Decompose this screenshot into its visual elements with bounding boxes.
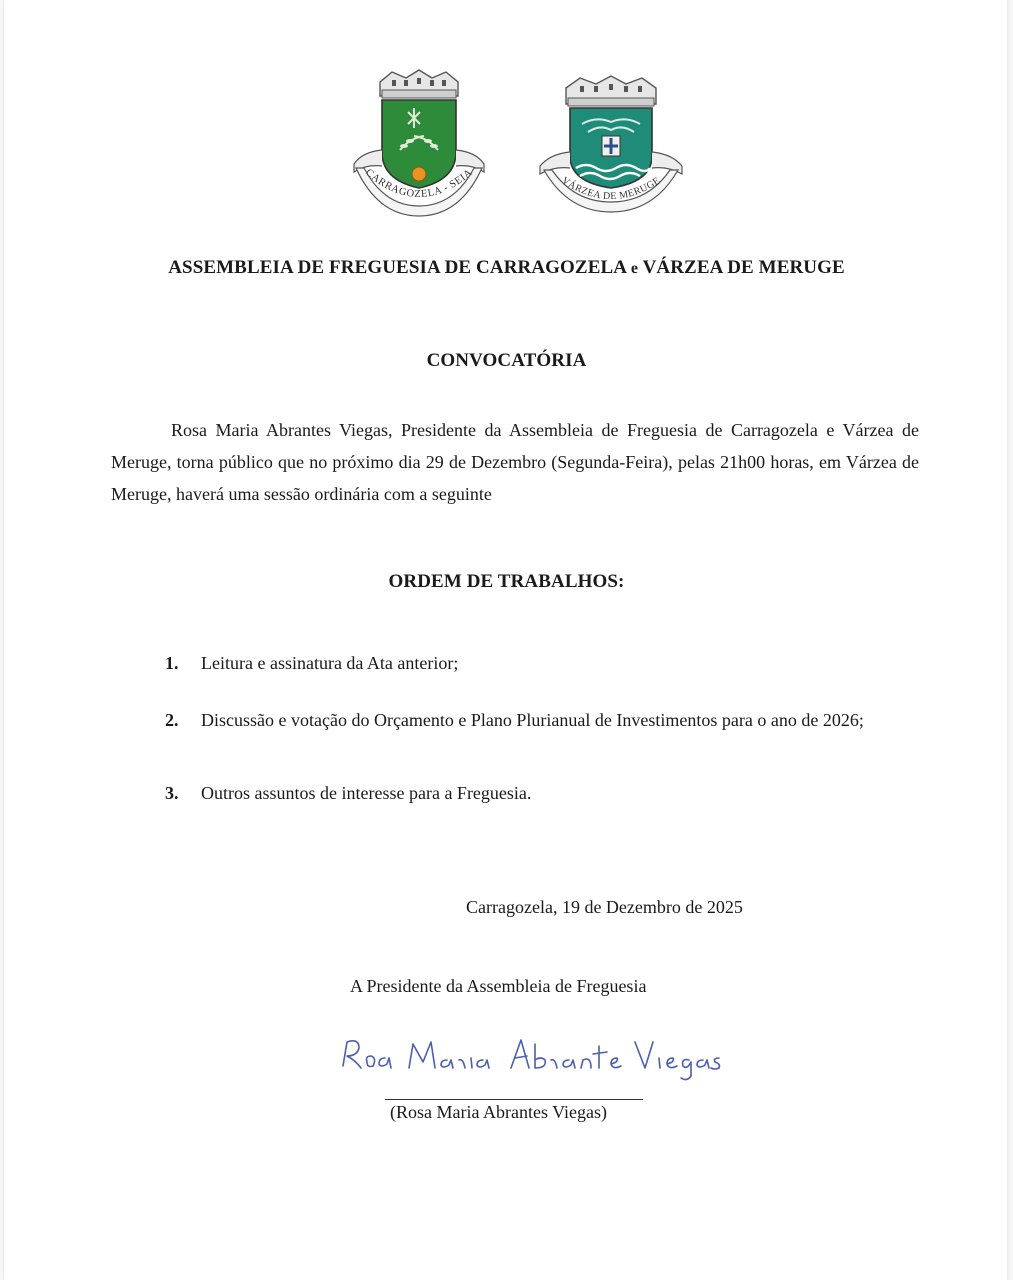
agenda-item-text: Discussão e votação do Orçamento e Plano Plurianual de Investimentos para o ano de 2026; (201, 710, 864, 730)
heading-part1: ASSEMBLEIA DE FREGUESIA DE CARRAGOZELA (168, 257, 627, 278)
agenda-title: ORDEM DE TRABALHOS: (388, 571, 625, 592)
agenda-item-number: 3. (165, 783, 179, 803)
assembly-heading (0, 257, 1013, 279)
intro-paragraph (111, 414, 919, 510)
signatory-name: (Rosa Maria Abrantes Viegas) (390, 1102, 608, 1122)
agenda-item-text: Leitura e assinatura da Ata anterior; (201, 653, 459, 673)
agenda-item-text: Outros assuntos de interesse para a Freguesia. (201, 783, 532, 803)
document-title: CONVOCATÓRIA (426, 350, 587, 371)
intro-paragraph-text: Rosa Maria Abrantes Viegas, Presidente da Assembleia de Freguesia de Carragozela e Várzea de Meruge, torna público que no próximo dia 29 de Dezembro (Segunda-Feira), pelas 21h00 horas, em Várzea de Meruge, haverá uma sessão ordinária com a seguinte (111, 420, 919, 504)
heading-connector: e (630, 260, 639, 277)
signatory-role: A Presidente da Assembleia de Freguesia (350, 976, 647, 996)
signature-line (385, 1099, 643, 1100)
svg-text:VÁRZEA DE MERUGE: VÁRZEA DE MERUGE (559, 175, 663, 203)
varzea-crest-label (536, 72, 686, 214)
agenda-item-number: 2. (165, 710, 179, 730)
handwritten-signature-icon (335, 1028, 725, 1084)
heading-part2: VÁRZEA DE MERUGE (642, 257, 845, 278)
document-page (4, 0, 1007, 1280)
place-and-date: Carragozela, 19 de Dezembro de 2025 (466, 897, 743, 917)
carragozela-crest-label (348, 68, 490, 218)
agenda-item-number: 1. (165, 653, 179, 673)
svg-text:CARRAGOZELA - SEIA: CARRAGOZELA - SEIA (363, 167, 475, 201)
